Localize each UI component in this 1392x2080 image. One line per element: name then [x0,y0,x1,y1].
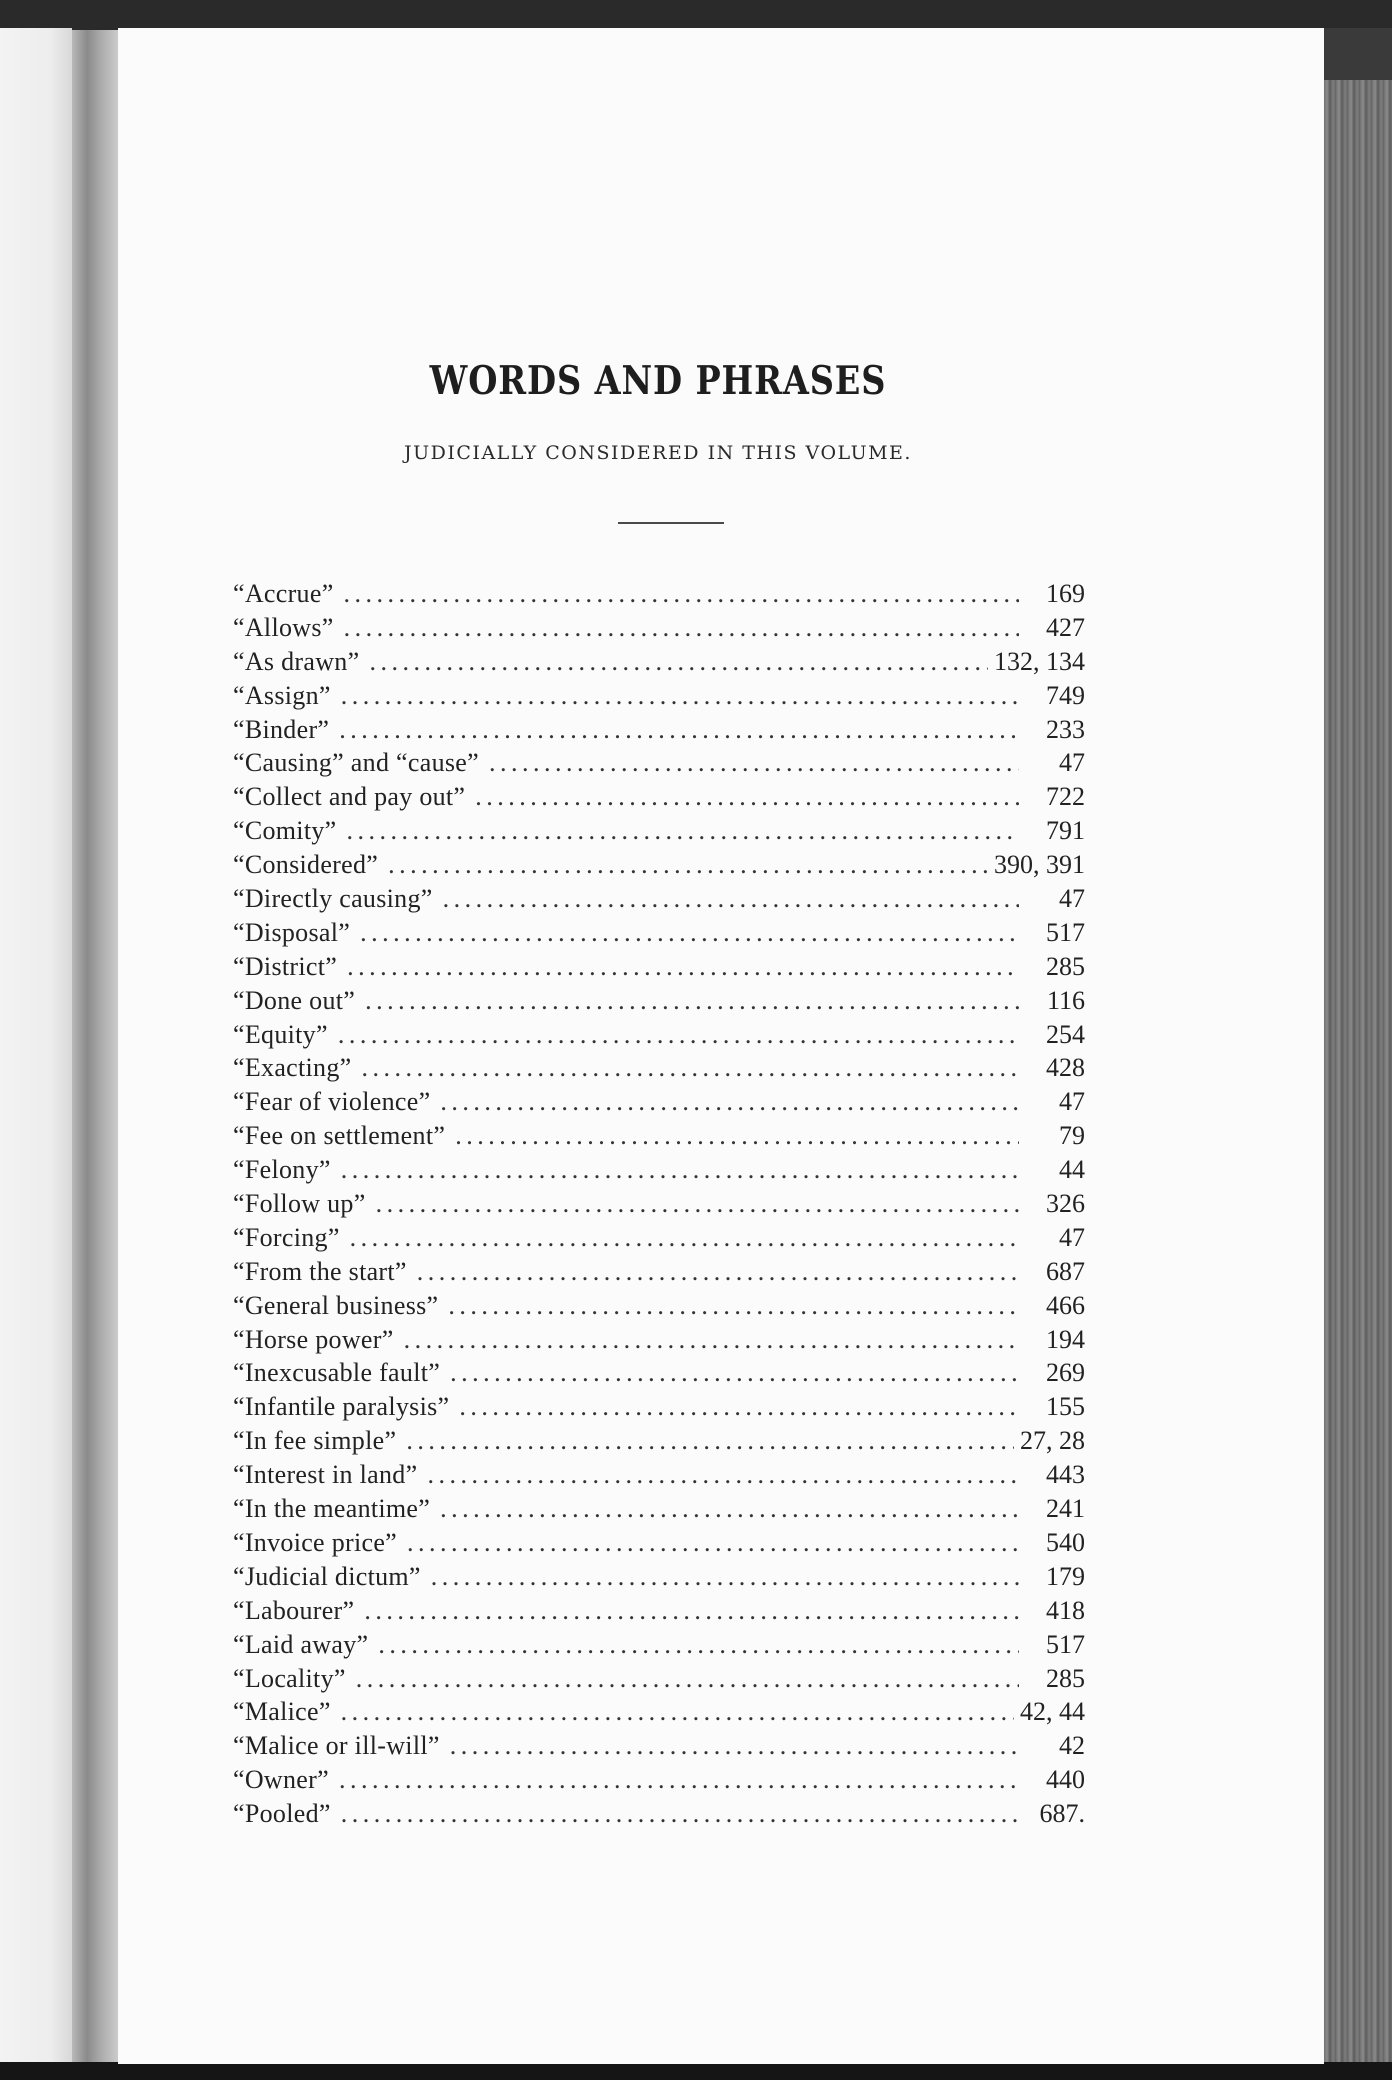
dot-leader [455,1119,1019,1153]
title-divider [618,522,724,524]
index-entry [233,1763,1085,1797]
index-term: “Done out” [233,985,356,1015]
index-entry [233,1119,1085,1153]
index-entry [233,1390,1085,1424]
index-page-reference: 285 [1046,951,1085,981]
index-entry [233,1662,1085,1696]
index-entry [233,1797,1085,1831]
page-subtitle: JUDICIALLY CONSIDERED IN THIS VOLUME. [404,442,912,464]
index-entry [233,1255,1085,1289]
index-term: “Causing” and “cause” [233,748,479,778]
dot-leader [443,882,1019,916]
index-entry [233,1628,1085,1662]
index-page-reference: 427 [1046,612,1085,642]
index-entry [233,1187,1085,1221]
dot-leader [347,950,1019,984]
index-term: “Locality” [233,1663,346,1693]
dot-leader [440,1492,1019,1526]
dot-leader [448,1289,1019,1323]
index-term: “Equity” [233,1019,328,1049]
index-page-reference: 254 [1046,1019,1085,1049]
index-term: “Allows” [233,612,334,642]
index-entry [233,1729,1085,1763]
scan-bottom-border [0,2062,1392,2080]
index-entry [233,1221,1085,1255]
index-term: “Inexcusable fault” [233,1358,441,1388]
index-entry [233,645,1085,679]
index-page-reference: 27, 28 [1020,1426,1085,1456]
index-page-reference: 390, 391 [994,850,1085,880]
index-entry [233,1560,1085,1594]
index-term: “Follow up” [233,1189,366,1219]
index-entry [233,713,1085,747]
dot-leader [344,611,1019,645]
index-entry [233,916,1085,950]
dot-leader [347,814,1020,848]
index-page-reference: 179 [1046,1561,1085,1591]
index-term: “Comity” [233,816,337,846]
dot-leader [431,1560,1019,1594]
page-title: WORDS AND PHRASES [429,358,887,404]
index-entry [233,1458,1085,1492]
index-term: “Pooled” [233,1799,331,1829]
index-page-reference: 47 [1059,748,1085,778]
index-term: “Judicial dictum” [233,1561,421,1591]
index-page-reference: 155 [1046,1392,1085,1422]
dot-leader [450,1356,1019,1390]
index-entry [233,1492,1085,1526]
index-entry [233,780,1085,814]
index-page-reference: 194 [1046,1324,1085,1354]
index-page-reference: 44 [1059,1155,1085,1185]
index-page-reference: 42, 44 [1020,1697,1085,1727]
index-page-reference: 466 [1046,1290,1085,1320]
cover-corner [1324,28,1392,84]
index-term: “Collect and pay out” [233,782,466,812]
index-term: “Exacting” [233,1053,352,1083]
index-entry [233,950,1085,984]
dot-leader [341,679,1019,713]
dot-leader [360,916,1019,950]
index-page-reference: 47 [1059,1222,1085,1252]
dot-leader [406,1424,1014,1458]
index-entry [233,1526,1085,1560]
index-page-reference: 749 [1046,680,1085,710]
index-page-reference: 116 [1046,985,1085,1015]
dot-leader [369,645,988,679]
index-page-reference: 418 [1046,1595,1085,1625]
index-page-reference: 722 [1046,782,1085,812]
index-term: “Interest in land” [233,1460,418,1490]
book-gutter [72,30,122,2070]
index-page-reference: 269 [1046,1358,1085,1388]
index-page-reference: 791 [1046,816,1085,846]
index-page-reference: 47 [1059,1087,1085,1117]
index-term: “In fee simple” [233,1426,397,1456]
index-page-reference: 241 [1046,1494,1085,1524]
index-page-reference: 132, 134 [994,646,1085,676]
book-cover-edge [1324,80,1392,2070]
dot-leader [475,780,1019,814]
words-and-phrases-index [233,577,1085,1831]
index-term: “Disposal” [233,917,351,947]
dot-leader [344,577,1019,611]
dot-leader [407,1526,1019,1560]
index-entry [233,1323,1085,1357]
index-term: “Malice or ill-will” [233,1731,440,1761]
index-term: “Invoice price” [233,1527,398,1557]
index-page-reference: 517 [1046,1629,1085,1659]
index-entry [233,1289,1085,1323]
index-term: “Assign” [233,680,331,710]
index-term: “Labourer” [233,1595,355,1625]
facing-page-edge [0,28,72,2068]
index-term: “Directly causing” [233,884,433,914]
dot-leader [339,1763,1019,1797]
dot-leader [341,1153,1019,1187]
index-term: “Forcing” [233,1222,340,1252]
index-page-reference: 517 [1046,917,1085,947]
index-entry [233,882,1085,916]
index-term: “Felony” [233,1155,331,1185]
index-page-reference: 233 [1046,714,1085,744]
dot-leader [459,1390,1019,1424]
index-entry [233,577,1085,611]
index-term: “General business” [233,1290,439,1320]
index-entry [233,1594,1085,1628]
index-entry [233,746,1085,780]
dot-leader [339,713,1019,747]
index-entry [233,1018,1085,1052]
index-page-reference: 285 [1046,1663,1085,1693]
index-page-reference: 687 [1046,1256,1085,1286]
index-page-reference: 443 [1046,1460,1085,1490]
index-page-reference: 47 [1059,884,1085,914]
index-entry [233,1051,1085,1085]
dot-leader [404,1323,1019,1357]
dot-leader [341,1797,1019,1831]
dot-leader [388,848,988,882]
dot-leader [450,1729,1019,1763]
index-page-reference: 326 [1046,1189,1085,1219]
dot-leader [417,1255,1019,1289]
index-term: “Malice” [233,1697,331,1727]
index-entry [233,1424,1085,1458]
index-page-reference: 440 [1046,1765,1085,1795]
dot-leader [440,1085,1019,1119]
index-term: “Owner” [233,1765,329,1795]
dot-leader [376,1187,1019,1221]
index-entry [233,1356,1085,1390]
index-page-reference: 540 [1046,1527,1085,1557]
index-term: “Horse power” [233,1324,394,1354]
index-term: “From the start” [233,1256,407,1286]
dot-leader [338,1018,1019,1052]
index-term: “Fee on settlement” [233,1121,446,1151]
index-entry [233,1695,1085,1729]
dot-leader [356,1662,1019,1696]
index-entry [233,679,1085,713]
index-entry [233,814,1085,848]
index-entry [233,848,1085,882]
index-term: “Laid away” [233,1629,369,1659]
dot-leader [427,1458,1019,1492]
index-term: “Accrue” [233,579,334,608]
dot-leader [489,746,1019,780]
index-page-reference: 169 [1046,579,1085,608]
index-page-reference: 42 [1059,1731,1085,1761]
index-term: “As drawn” [233,646,360,676]
dot-leader [341,1695,1014,1729]
index-term: “District” [233,951,338,981]
index-page-reference: 428 [1046,1053,1085,1083]
index-term: “Binder” [233,714,330,744]
dot-leader [365,984,1019,1018]
index-entry [233,1085,1085,1119]
index-entry [233,1153,1085,1187]
dot-leader [378,1628,1019,1662]
dot-leader [350,1221,1019,1255]
index-term: “Infantile paralysis” [233,1392,450,1422]
index-entry [233,611,1085,645]
index-page-reference: 687. [1039,1799,1085,1829]
index-term: “Considered” [233,850,379,880]
dot-leader [362,1051,1020,1085]
index-term: “Fear of violence” [233,1087,431,1117]
index-term: “In the meantime” [233,1494,431,1524]
index-page-reference: 79 [1059,1121,1085,1151]
dot-leader [364,1594,1019,1628]
index-entry [233,984,1085,1018]
